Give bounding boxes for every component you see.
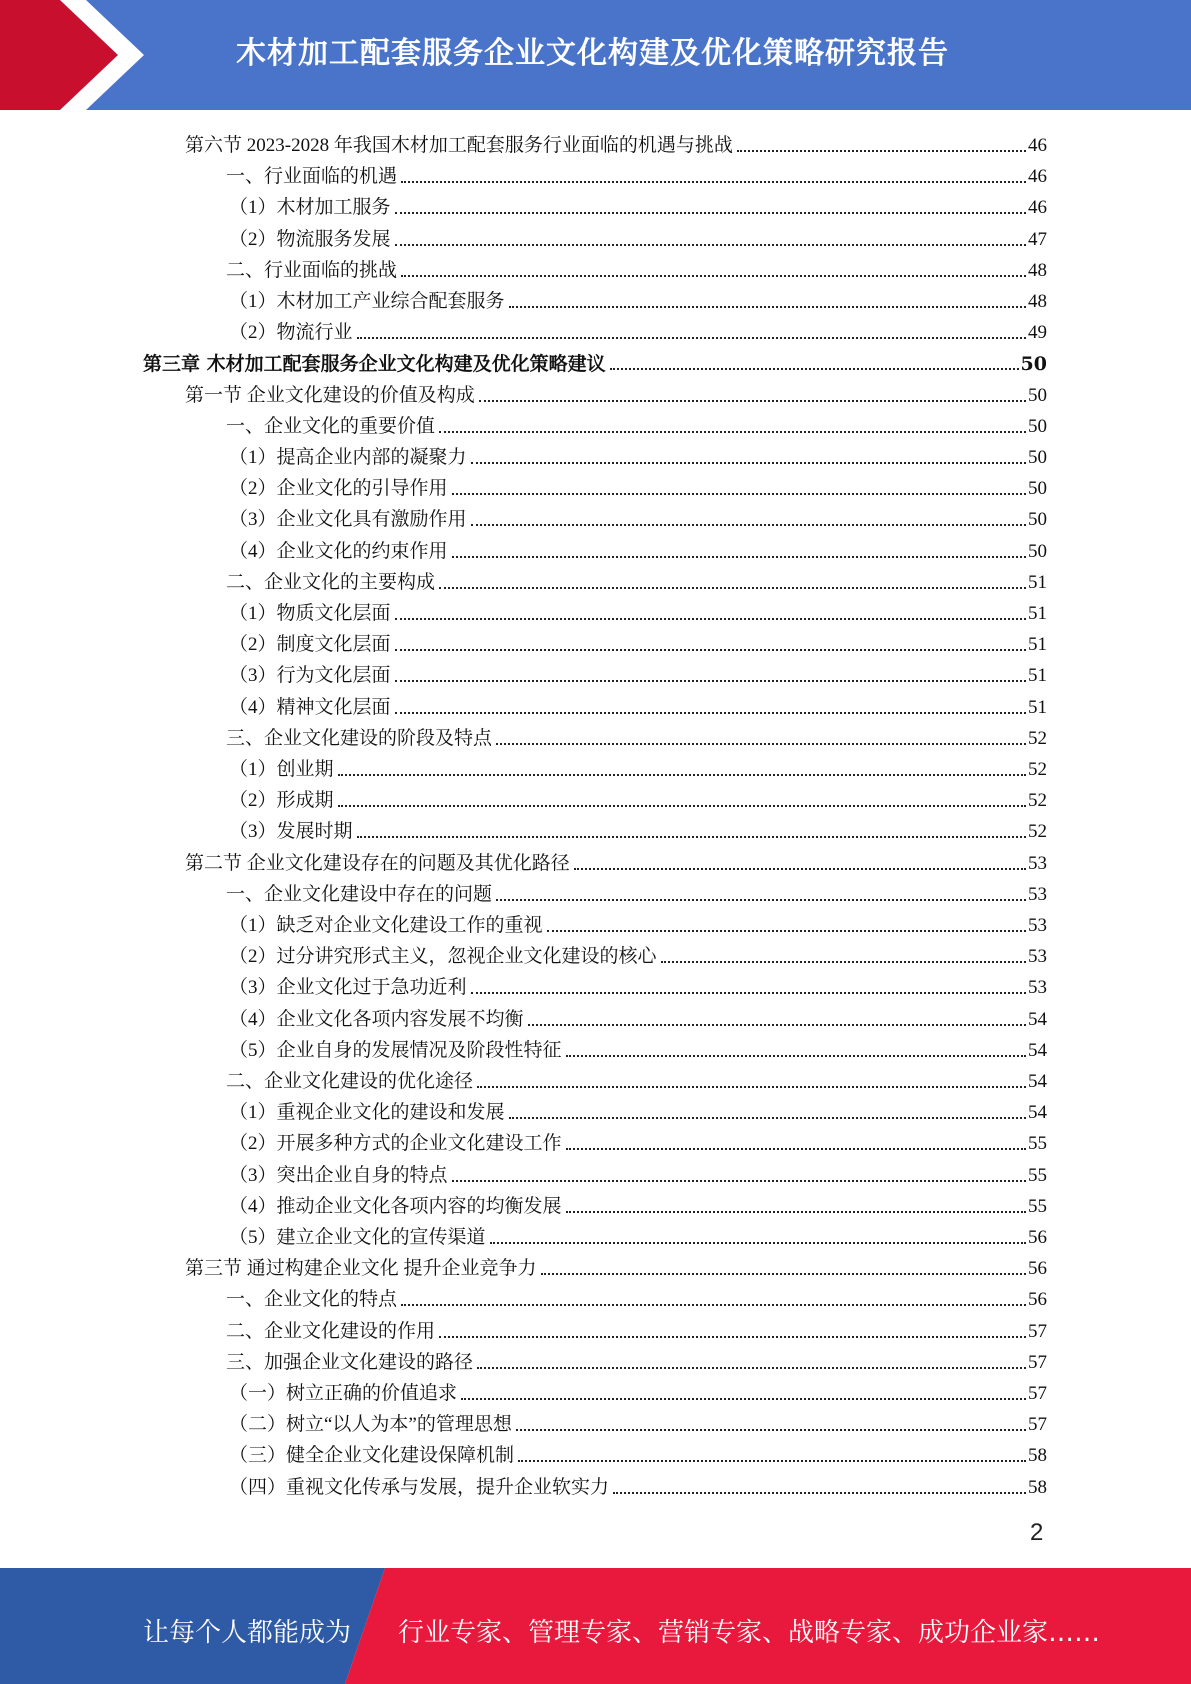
toc-entry-page: 58 xyxy=(1028,1476,1047,1498)
toc-entry-title: 一、行业面临的机遇 xyxy=(226,166,398,188)
toc-entry[interactable] xyxy=(229,937,1047,968)
toc-entry[interactable] xyxy=(229,469,1047,500)
toc-dot-leader xyxy=(509,1117,1026,1119)
toc-entry-title: （3）行为文化层面 xyxy=(229,665,391,687)
toc-dot-leader xyxy=(471,462,1026,464)
toc-dot-leader xyxy=(496,743,1026,745)
toc-dot-leader xyxy=(477,1367,1026,1369)
toc-dot-leader xyxy=(452,1180,1026,1182)
toc-entry-page: 52 xyxy=(1028,790,1047,812)
toc-entry-title: （二）树立“以人为本”的管理思想 xyxy=(229,1414,512,1436)
toc-entry-page: 58 xyxy=(1028,1445,1047,1467)
toc-entry[interactable] xyxy=(229,500,1047,531)
toc-entry[interactable] xyxy=(229,1187,1047,1218)
toc-entry-page: 57 xyxy=(1028,1383,1047,1404)
toc-dot-leader xyxy=(439,1336,1026,1338)
toc-entry-title: 二、企业文化建设的优化途径 xyxy=(226,1071,474,1092)
toc-entry-title: 二、企业文化的主要构成 xyxy=(226,571,436,593)
toc-entry-title: （3）突出企业自身的特点 xyxy=(229,1164,448,1186)
toc-dot-leader xyxy=(496,899,1026,901)
toc-entry-page: 46 xyxy=(1028,166,1047,188)
toc-dot-leader xyxy=(395,649,1026,651)
toc-entry[interactable] xyxy=(226,1312,1047,1343)
toc-entry-page: 56 xyxy=(1028,1289,1047,1311)
toc-entry[interactable] xyxy=(185,844,1047,875)
toc-entry-page: 53 xyxy=(1028,915,1047,936)
toc-entry-page: 50 xyxy=(1028,478,1047,500)
footer-slogan-left: 让每个人都能成为 xyxy=(143,1618,352,1648)
toc-entry[interactable] xyxy=(229,282,1047,313)
toc-dot-leader xyxy=(401,1304,1026,1306)
toc-dot-leader xyxy=(528,1024,1026,1026)
toc-dot-leader xyxy=(613,1492,1026,1494)
toc-entry[interactable] xyxy=(226,407,1047,438)
toc-dot-leader xyxy=(471,992,1026,994)
toc-entry-page: 48 xyxy=(1028,259,1047,281)
toc-dot-leader xyxy=(395,618,1026,620)
toc-entry-title: （5）企业自身的发展情况及阶段性特征 xyxy=(229,1039,562,1061)
toc-entry[interactable] xyxy=(229,220,1047,251)
toc-entry[interactable] xyxy=(229,1218,1047,1249)
toc-dot-leader xyxy=(479,400,1026,402)
toc-entry-page: 52 xyxy=(1028,821,1047,843)
toc-dot-leader xyxy=(518,1460,1026,1462)
toc-entry[interactable] xyxy=(185,1249,1047,1280)
toc-dot-leader xyxy=(338,774,1026,776)
toc-entry-page: 48 xyxy=(1028,291,1047,312)
page-number: 2 xyxy=(1030,1519,1044,1546)
toc-dot-leader xyxy=(566,1055,1026,1057)
toc-entry[interactable] xyxy=(226,875,1047,906)
toc-entry[interactable] xyxy=(229,188,1047,219)
toc-entry-title: （2）过分讲究形式主义，忽视企业文化建设的核心 xyxy=(229,946,657,968)
toc-entry-page: 50 xyxy=(1020,353,1047,376)
toc-dot-leader xyxy=(357,836,1026,838)
toc-entry-title: （三）健全企业文化建设保障机制 xyxy=(229,1445,515,1467)
toc-entry-page: 46 xyxy=(1028,135,1047,156)
toc-entry[interactable] xyxy=(226,563,1047,594)
toc-entry-page: 54 xyxy=(1028,1102,1047,1124)
toc-entry-title: （3）发展时期 xyxy=(229,821,353,843)
toc-entry[interactable] xyxy=(143,344,1047,375)
toc-entry-page: 51 xyxy=(1028,665,1047,687)
toc-dot-leader xyxy=(574,868,1026,870)
toc-dot-leader xyxy=(439,431,1026,433)
toc-entry-title: （1）创业期 xyxy=(229,759,334,780)
toc-entry[interactable] xyxy=(229,688,1047,719)
toc-entry-page: 56 xyxy=(1028,1227,1047,1248)
toc-dot-leader xyxy=(401,181,1026,183)
toc-dot-leader xyxy=(357,337,1026,339)
toc-entry-page: 55 xyxy=(1028,1195,1047,1217)
toc-entry[interactable] xyxy=(229,906,1047,937)
toc-entry-title: （4）企业文化各项内容发展不均衡 xyxy=(229,1008,524,1030)
toc-entry-title: 一、企业文化的重要价值 xyxy=(226,415,436,437)
toc-entry[interactable] xyxy=(226,251,1047,282)
toc-entry[interactable] xyxy=(229,1468,1047,1499)
toc-entry-title: 二、企业文化建设的作用 xyxy=(226,1320,436,1342)
toc-entry-page: 56 xyxy=(1028,1258,1047,1280)
toc-entry[interactable] xyxy=(229,968,1047,999)
toc-entry[interactable] xyxy=(229,532,1047,563)
toc-entry-page: 54 xyxy=(1028,1039,1047,1061)
toc-entry[interactable] xyxy=(229,625,1047,656)
toc-entry[interactable] xyxy=(226,1343,1047,1374)
toc-dot-leader xyxy=(490,1242,1026,1244)
toc-entry-title: 第三章 木材加工配套服务企业文化构建及优化策略建议 xyxy=(143,353,606,376)
toc-entry-title: （四）重视文化传承与发展，提升企业软实力 xyxy=(229,1476,610,1498)
toc-entry-title: （2）物流行业 xyxy=(229,322,353,344)
toc-entry-page: 49 xyxy=(1028,322,1047,344)
toc-dot-leader xyxy=(338,805,1026,807)
toc-entry-page: 54 xyxy=(1028,1071,1047,1092)
toc-dot-leader xyxy=(566,1148,1026,1150)
toc-entry-title: 第三节 通过构建企业文化 提升企业竞争力 xyxy=(185,1258,537,1280)
toc-entry-title: （4）企业文化的约束作用 xyxy=(229,540,448,562)
toc-entry-title: 第一节 企业文化建设的价值及构成 xyxy=(185,384,475,406)
toc-dot-leader xyxy=(566,1211,1026,1213)
page-footer xyxy=(0,1568,1191,1684)
toc-entry-title: （4）精神文化层面 xyxy=(229,696,391,718)
toc-dot-leader xyxy=(661,961,1026,963)
toc-dot-leader xyxy=(737,150,1026,152)
toc-entry[interactable] xyxy=(229,1374,1047,1405)
toc-entry-page: 46 xyxy=(1028,197,1047,219)
toc-entry[interactable] xyxy=(229,1124,1047,1155)
toc-entry[interactable] xyxy=(229,1156,1047,1187)
toc-entry[interactable] xyxy=(229,1405,1047,1436)
toc-entry-page: 47 xyxy=(1028,228,1047,250)
toc-entry-page: 54 xyxy=(1028,1008,1047,1030)
toc-entry-page: 52 xyxy=(1028,759,1047,780)
toc-entry[interactable] xyxy=(185,126,1047,157)
toc-entry[interactable] xyxy=(229,1000,1047,1031)
toc-entry-page: 51 xyxy=(1028,603,1047,624)
toc-entry-page: 53 xyxy=(1028,852,1047,874)
toc-dot-leader xyxy=(395,212,1026,214)
toc-entry-title: 二、行业面临的挑战 xyxy=(226,259,398,281)
toc-entry-page: 50 xyxy=(1028,509,1047,531)
toc-entry-page: 57 xyxy=(1028,1351,1047,1373)
toc-dot-leader xyxy=(395,680,1026,682)
toc-dot-leader xyxy=(401,275,1026,277)
toc-entry[interactable] xyxy=(229,1031,1047,1062)
toc-entry-title: （1）重视企业文化的建设和发展 xyxy=(229,1102,505,1124)
toc-entry-page: 57 xyxy=(1028,1320,1047,1342)
toc-entry[interactable] xyxy=(185,376,1047,407)
toc-dot-leader xyxy=(477,1086,1026,1088)
toc-entry[interactable] xyxy=(229,1093,1047,1124)
toc-entry-page: 50 xyxy=(1028,384,1047,406)
toc-entry-page: 50 xyxy=(1028,540,1047,562)
toc-entry-title: （2）制度文化层面 xyxy=(229,634,391,656)
toc-entry-title: （2）企业文化的引导作用 xyxy=(229,478,448,500)
toc-entry-page: 55 xyxy=(1028,1133,1047,1155)
toc-entry-title: （4）推动企业文化各项内容的均衡发展 xyxy=(229,1195,562,1217)
page-header xyxy=(0,0,1191,110)
toc-entry[interactable] xyxy=(226,719,1047,750)
toc-entry-title: 第二节 企业文化建设存在的问题及其优化路径 xyxy=(185,852,570,874)
toc-entry-page: 53 xyxy=(1028,883,1047,905)
toc-dot-leader xyxy=(516,1429,1026,1431)
toc-entry-title: 三、企业文化建设的阶段及特点 xyxy=(226,727,493,749)
toc-dot-leader xyxy=(452,493,1026,495)
toc-entry-page: 57 xyxy=(1028,1414,1047,1436)
toc-entry-page: 51 xyxy=(1028,571,1047,593)
toc-entry-title: （1）缺乏对企业文化建设工作的重视 xyxy=(229,915,543,936)
toc-entry-page: 55 xyxy=(1028,1164,1047,1186)
toc-entry-title: （1）提高企业内部的凝聚力 xyxy=(229,447,467,468)
toc-entry-title: （1）物质文化层面 xyxy=(229,603,391,624)
toc-entry[interactable] xyxy=(229,438,1047,469)
toc-entry-title: （2）物流服务发展 xyxy=(229,228,391,250)
toc-entry[interactable] xyxy=(229,781,1047,812)
footer-slogan-right: 行业专家、管理专家、营销专家、战略专家、成功企业家…… xyxy=(398,1618,1101,1648)
toc-entry-page: 50 xyxy=(1028,447,1047,468)
toc-entry-title: （3）企业文化具有激励作用 xyxy=(229,509,467,531)
toc-entry-page: 51 xyxy=(1028,634,1047,656)
report-title: 木材加工配套服务企业文化构建及优化策略研究报告 xyxy=(236,36,949,71)
toc-entry[interactable] xyxy=(229,594,1047,625)
toc-entry[interactable] xyxy=(226,1062,1047,1093)
toc-entry-title: （1）木材加工产业综合配套服务 xyxy=(229,291,505,312)
toc-entry-page: 51 xyxy=(1028,696,1047,718)
toc-dot-leader xyxy=(452,556,1026,558)
toc-entry-title: 第六节 2023-2028 年我国木材加工配套服务行业面临的机遇与挑战 xyxy=(185,135,733,156)
toc-dot-leader xyxy=(471,524,1026,526)
toc-entry-page: 53 xyxy=(1028,946,1047,968)
toc-dot-leader xyxy=(509,306,1026,308)
toc-entry-title: 一、企业文化建设中存在的问题 xyxy=(226,883,493,905)
toc-entry[interactable] xyxy=(229,313,1047,344)
toc-dot-leader xyxy=(547,930,1026,932)
toc-entry-title: （一）树立正确的价值追求 xyxy=(229,1383,458,1404)
toc-entry-title: （2）形成期 xyxy=(229,790,334,812)
toc-entry-title: （3）企业文化过于急功近利 xyxy=(229,977,467,999)
toc-entry-title: 三、加强企业文化建设的路径 xyxy=(226,1351,474,1373)
toc-dot-leader xyxy=(610,368,1019,370)
toc-entry[interactable] xyxy=(226,1280,1047,1311)
toc-entry[interactable] xyxy=(229,750,1047,781)
toc-entry-title: （1）木材加工服务 xyxy=(229,197,391,219)
toc-entry-page: 50 xyxy=(1028,415,1047,437)
toc-dot-leader xyxy=(395,712,1026,714)
toc-entry[interactable] xyxy=(226,157,1047,188)
toc-entry[interactable] xyxy=(229,1436,1047,1467)
toc-entry-page: 53 xyxy=(1028,977,1047,999)
toc-entry-title: （5）建立企业文化的宣传渠道 xyxy=(229,1227,486,1248)
toc-entry-title: 一、企业文化的特点 xyxy=(226,1289,398,1311)
header-arrow-decoration xyxy=(0,0,160,110)
toc-dot-leader xyxy=(395,244,1026,246)
toc-dot-leader xyxy=(461,1398,1026,1400)
toc-entry[interactable] xyxy=(229,812,1047,843)
toc-dot-leader xyxy=(439,587,1026,589)
toc-entry-page: 52 xyxy=(1028,727,1047,749)
toc-entry[interactable] xyxy=(229,656,1047,687)
toc-entry-title: （2）开展多种方式的企业文化建设工作 xyxy=(229,1133,562,1155)
toc-dot-leader xyxy=(541,1273,1026,1275)
